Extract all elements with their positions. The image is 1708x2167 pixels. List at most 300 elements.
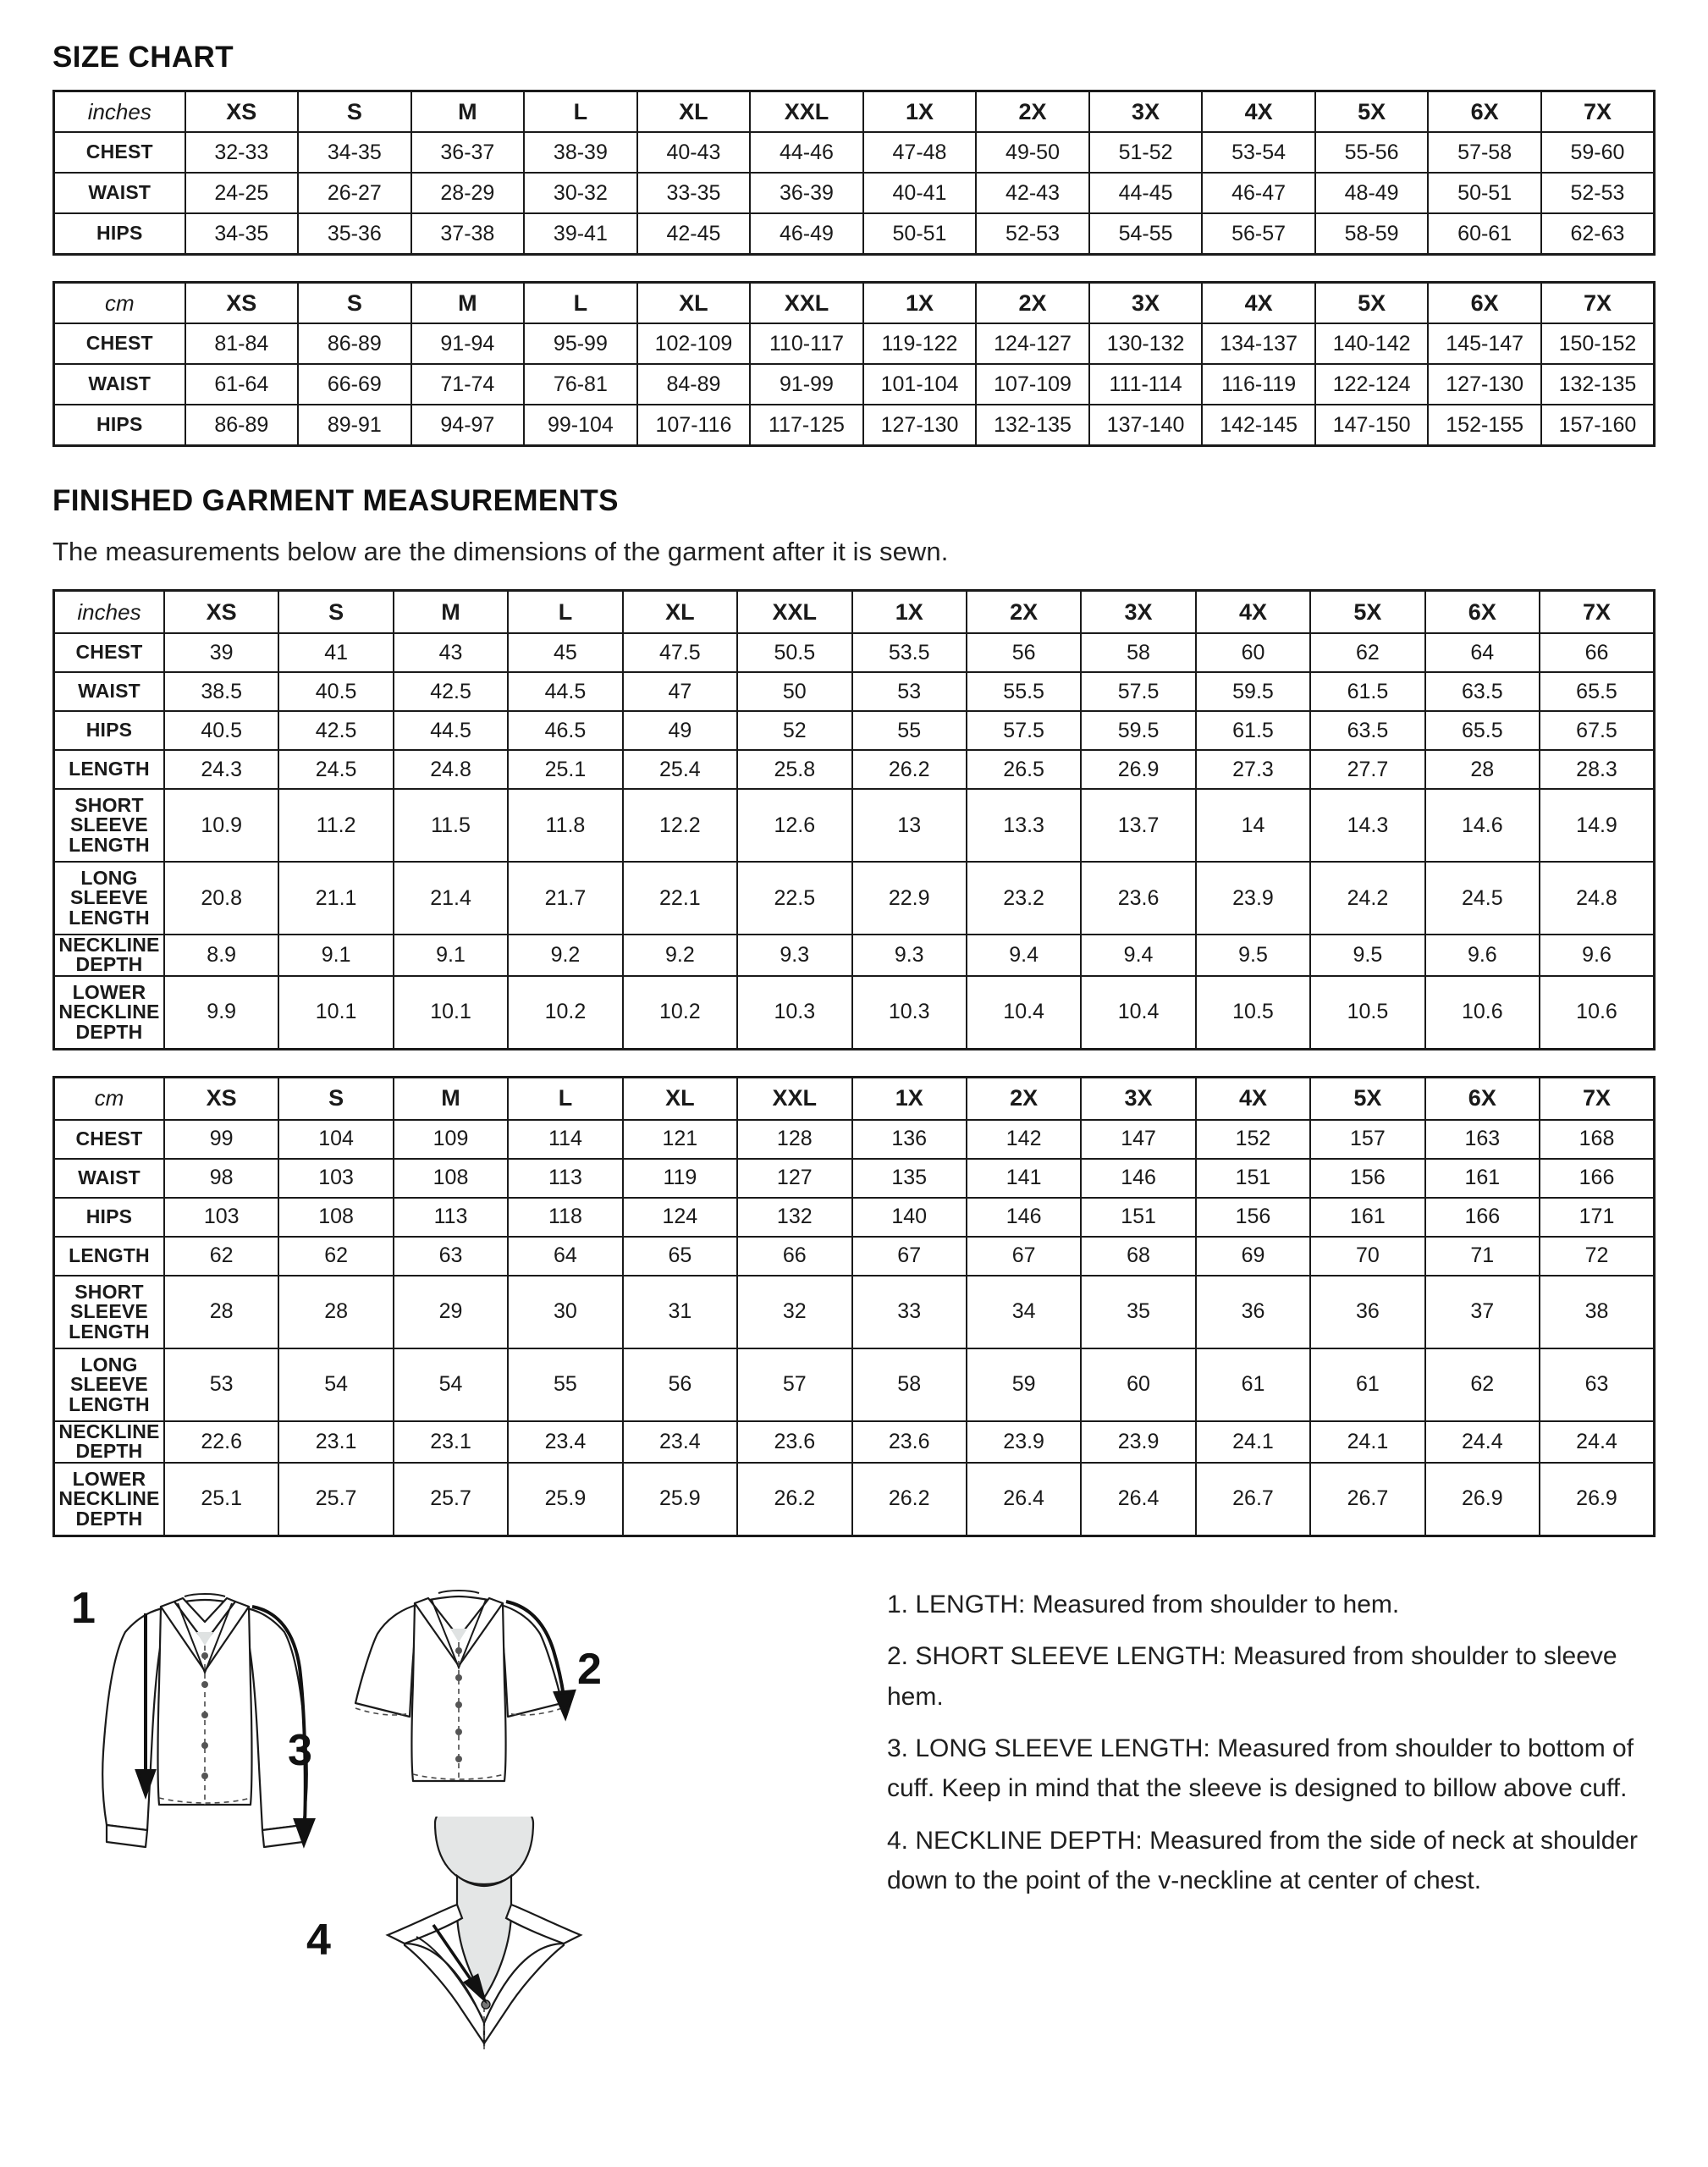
cell-neckline-depth-6x: 24.4: [1425, 1421, 1540, 1463]
size-header-xs: XS: [185, 91, 299, 133]
cell-length-xxl: 66: [737, 1237, 851, 1276]
cell-neckline-depth-5x: 9.5: [1310, 935, 1424, 976]
cell-chest-1x: 119-122: [863, 323, 977, 364]
cell-lower-neckline-depth-xs: 25.1: [164, 1463, 278, 1536]
cell-long-sleeve-length-xxl: 57: [737, 1348, 851, 1421]
row-label-chest: CHEST: [54, 132, 185, 173]
cell-waist-3x: 57.5: [1081, 672, 1195, 711]
table-header-row: [54, 1077, 1655, 1120]
cell-lower-neckline-depth-3x: 26.4: [1081, 1463, 1195, 1536]
cell-waist-l: 76-81: [524, 364, 637, 405]
cell-waist-l: 30-32: [524, 173, 637, 213]
cell-neckline-depth-xs: 22.6: [164, 1421, 278, 1463]
cell-short-sleeve-length-xl: 12.2: [623, 789, 737, 862]
cell-hips-3x: 137-140: [1089, 405, 1203, 446]
cell-waist-xs: 98: [164, 1159, 278, 1198]
cell-neckline-depth-1x: 23.6: [852, 1421, 967, 1463]
cell-long-sleeve-length-1x: 22.9: [852, 862, 967, 935]
row-label-waist: WAIST: [54, 1159, 164, 1198]
cell-waist-5x: 122-124: [1315, 364, 1429, 405]
cell-short-sleeve-length-4x: 14: [1196, 789, 1310, 862]
cell-waist-xl: 47: [623, 672, 737, 711]
table-row: [54, 405, 1655, 446]
cell-chest-m: 91-94: [411, 323, 525, 364]
cell-waist-2x: 107-109: [976, 364, 1089, 405]
cell-chest-2x: 142: [967, 1120, 1081, 1159]
row-label-lower-neckline-depth: LOWER NECKLINE DEPTH: [54, 1463, 164, 1536]
cell-hips-s: 89-91: [298, 405, 411, 446]
unit-header: inches: [54, 591, 164, 634]
cell-chest-xl: 40-43: [637, 132, 751, 173]
table-row: [54, 976, 1655, 1050]
cell-neckline-depth-1x: 9.3: [852, 935, 967, 976]
cell-length-1x: 67: [852, 1237, 967, 1276]
cell-neckline-depth-2x: 23.9: [967, 1421, 1081, 1463]
cell-lower-neckline-depth-5x: 26.7: [1310, 1463, 1424, 1536]
cell-chest-4x: 152: [1196, 1120, 1310, 1159]
size-header-3x: 3X: [1081, 1077, 1195, 1120]
cell-waist-4x: 59.5: [1196, 672, 1310, 711]
table-row: [54, 935, 1655, 976]
cell-waist-2x: 55.5: [967, 672, 1081, 711]
cell-waist-6x: 161: [1425, 1159, 1540, 1198]
cell-hips-6x: 166: [1425, 1198, 1540, 1237]
cell-chest-xs: 39: [164, 633, 278, 672]
cell-chest-2x: 49-50: [976, 132, 1089, 173]
cell-hips-2x: 146: [967, 1198, 1081, 1237]
finished-garment-title: FINISHED GARMENT MEASUREMENTS: [52, 484, 619, 517]
cell-hips-xxl: 117-125: [750, 405, 863, 446]
cell-chest-s: 86-89: [298, 323, 411, 364]
cell-neckline-depth-7x: 24.4: [1540, 1421, 1654, 1463]
neckline-detail-illustration: [357, 1817, 611, 2054]
cell-lower-neckline-depth-xxl: 26.2: [737, 1463, 851, 1536]
cell-hips-xs: 34-35: [185, 213, 299, 255]
cell-lower-neckline-depth-xxl: 10.3: [737, 976, 851, 1050]
cell-hips-xxl: 132: [737, 1198, 851, 1237]
size-header-5x: 5X: [1315, 91, 1429, 133]
cell-hips-3x: 151: [1081, 1198, 1195, 1237]
row-label-waist: WAIST: [54, 173, 185, 213]
cell-lower-neckline-depth-7x: 10.6: [1540, 976, 1654, 1050]
cell-lower-neckline-depth-5x: 10.5: [1310, 976, 1424, 1050]
cell-length-1x: 26.2: [852, 750, 967, 789]
size-header-6x: 6X: [1428, 91, 1541, 133]
cell-neckline-depth-3x: 9.4: [1081, 935, 1195, 976]
cell-chest-s: 34-35: [298, 132, 411, 173]
size-header-l: L: [524, 283, 637, 324]
size-header-xxl: XXL: [750, 283, 863, 324]
table-row: [54, 1159, 1655, 1198]
size-header-2x: 2X: [976, 91, 1089, 133]
cell-waist-4x: 116-119: [1202, 364, 1315, 405]
cell-hips-xl: 49: [623, 711, 737, 750]
cell-waist-5x: 48-49: [1315, 173, 1429, 213]
cell-short-sleeve-length-6x: 37: [1425, 1276, 1540, 1348]
cell-hips-xl: 107-116: [637, 405, 751, 446]
cell-chest-xxl: 44-46: [750, 132, 863, 173]
cell-neckline-depth-l: 23.4: [508, 1421, 622, 1463]
cell-chest-xs: 99: [164, 1120, 278, 1159]
table-row: [54, 132, 1655, 173]
cell-waist-l: 113: [508, 1159, 622, 1198]
unit-header: cm: [54, 283, 185, 324]
cell-long-sleeve-length-3x: 60: [1081, 1348, 1195, 1421]
cell-length-5x: 70: [1310, 1237, 1424, 1276]
cell-short-sleeve-length-l: 30: [508, 1276, 622, 1348]
cell-length-xl: 25.4: [623, 750, 737, 789]
cell-lower-neckline-depth-2x: 10.4: [967, 976, 1081, 1050]
table-header-row: [54, 283, 1655, 324]
cell-waist-2x: 42-43: [976, 173, 1089, 213]
cell-waist-xl: 84-89: [637, 364, 751, 405]
size-header-s: S: [298, 283, 411, 324]
cell-neckline-depth-3x: 23.9: [1081, 1421, 1195, 1463]
cell-chest-xs: 32-33: [185, 132, 299, 173]
size-header-3x: 3X: [1089, 283, 1203, 324]
cell-waist-1x: 53: [852, 672, 967, 711]
size-header-m: M: [394, 591, 508, 634]
cell-hips-m: 113: [394, 1198, 508, 1237]
cell-hips-4x: 61.5: [1196, 711, 1310, 750]
cell-neckline-depth-4x: 24.1: [1196, 1421, 1310, 1463]
finished-garment-table-inches: [52, 589, 1656, 1050]
cell-hips-1x: 55: [852, 711, 967, 750]
cell-hips-s: 35-36: [298, 213, 411, 255]
cell-short-sleeve-length-m: 11.5: [394, 789, 508, 862]
size-header-l: L: [508, 1077, 622, 1120]
cell-short-sleeve-length-4x: 36: [1196, 1276, 1310, 1348]
callout-4: 4: [306, 1915, 331, 1965]
cell-hips-m: 37-38: [411, 213, 525, 255]
cell-chest-3x: 58: [1081, 633, 1195, 672]
size-header-s: S: [298, 91, 411, 133]
size-header-4x: 4X: [1202, 91, 1315, 133]
cell-lower-neckline-depth-xl: 25.9: [623, 1463, 737, 1536]
cell-lower-neckline-depth-s: 10.1: [278, 976, 393, 1050]
size-header-xxl: XXL: [737, 1077, 851, 1120]
cell-short-sleeve-length-s: 28: [278, 1276, 393, 1348]
size-header-2x: 2X: [976, 283, 1089, 324]
size-header-xxl: XXL: [750, 91, 863, 133]
size-header-7x: 7X: [1540, 591, 1654, 634]
size-header-xl: XL: [623, 591, 737, 634]
cell-hips-6x: 65.5: [1425, 711, 1540, 750]
cell-chest-xxl: 128: [737, 1120, 851, 1159]
cell-lower-neckline-depth-2x: 26.4: [967, 1463, 1081, 1536]
cell-waist-m: 28-29: [411, 173, 525, 213]
cell-chest-3x: 130-132: [1089, 323, 1203, 364]
size-header-7x: 7X: [1540, 1077, 1654, 1120]
cell-long-sleeve-length-l: 21.7: [508, 862, 622, 935]
cell-lower-neckline-depth-l: 25.9: [508, 1463, 622, 1536]
cell-long-sleeve-length-1x: 58: [852, 1348, 967, 1421]
cell-short-sleeve-length-xs: 28: [164, 1276, 278, 1348]
cell-short-sleeve-length-l: 11.8: [508, 789, 622, 862]
table-row: [54, 213, 1655, 255]
cell-lower-neckline-depth-l: 10.2: [508, 976, 622, 1050]
cell-length-xs: 62: [164, 1237, 278, 1276]
size-header-6x: 6X: [1425, 591, 1540, 634]
cell-lower-neckline-depth-xs: 9.9: [164, 976, 278, 1050]
cell-waist-m: 42.5: [394, 672, 508, 711]
table-row: [54, 672, 1655, 711]
cell-waist-3x: 146: [1081, 1159, 1195, 1198]
size-header-m: M: [411, 283, 525, 324]
cell-hips-1x: 50-51: [863, 213, 977, 255]
size-header-5x: 5X: [1315, 283, 1429, 324]
size-header-xl: XL: [637, 283, 751, 324]
cell-waist-s: 26-27: [298, 173, 411, 213]
cell-long-sleeve-length-l: 55: [508, 1348, 622, 1421]
row-label-length: LENGTH: [54, 750, 164, 789]
cell-hips-xs: 40.5: [164, 711, 278, 750]
row-label-short-sleeve-length: SHORT SLEEVE LENGTH: [54, 789, 164, 862]
size-header-xs: XS: [164, 591, 278, 634]
cell-waist-4x: 151: [1196, 1159, 1310, 1198]
cell-waist-2x: 141: [967, 1159, 1081, 1198]
table-row: [54, 1120, 1655, 1159]
row-label-waist: WAIST: [54, 364, 185, 405]
cell-chest-2x: 124-127: [976, 323, 1089, 364]
cell-short-sleeve-length-2x: 13.3: [967, 789, 1081, 862]
cell-waist-1x: 135: [852, 1159, 967, 1198]
cell-chest-3x: 51-52: [1089, 132, 1203, 173]
cell-chest-xl: 121: [623, 1120, 737, 1159]
note-short-sleeve-length: 2. SHORT SLEEVE LENGTH: Measured from shoulder to sleeve hem.: [887, 1642, 1617, 1711]
cell-chest-m: 43: [394, 633, 508, 672]
size-header-m: M: [411, 91, 525, 133]
cell-neckline-depth-6x: 9.6: [1425, 935, 1540, 976]
cell-lower-neckline-depth-1x: 26.2: [852, 1463, 967, 1536]
size-header-m: M: [394, 1077, 508, 1120]
cell-neckline-depth-7x: 9.6: [1540, 935, 1654, 976]
measurement-notes: [865, 1563, 1656, 1913]
cell-lower-neckline-depth-4x: 26.7: [1196, 1463, 1310, 1536]
cell-waist-7x: 132-135: [1541, 364, 1655, 405]
cell-chest-6x: 57-58: [1428, 132, 1541, 173]
cell-lower-neckline-depth-6x: 10.6: [1425, 976, 1540, 1050]
size-header-7x: 7X: [1541, 91, 1655, 133]
cell-lower-neckline-depth-7x: 26.9: [1540, 1463, 1654, 1536]
cell-length-3x: 26.9: [1081, 750, 1195, 789]
size-header-xl: XL: [637, 91, 751, 133]
size-header-2x: 2X: [967, 1077, 1081, 1120]
cell-lower-neckline-depth-m: 25.7: [394, 1463, 508, 1536]
cell-length-xl: 65: [623, 1237, 737, 1276]
size-header-1x: 1X: [852, 1077, 967, 1120]
cell-waist-7x: 166: [1540, 1159, 1654, 1198]
table-row: [54, 323, 1655, 364]
garment-illustrations: [52, 1563, 865, 2062]
cell-hips-1x: 140: [852, 1198, 967, 1237]
cell-hips-s: 42.5: [278, 711, 393, 750]
cell-chest-1x: 53.5: [852, 633, 967, 672]
row-label-long-sleeve-length: LONG SLEEVE LENGTH: [54, 1348, 164, 1421]
row-label-hips: HIPS: [54, 711, 164, 750]
cell-waist-3x: 44-45: [1089, 173, 1203, 213]
cell-waist-1x: 40-41: [863, 173, 977, 213]
cell-chest-4x: 53-54: [1202, 132, 1315, 173]
cell-neckline-depth-xs: 8.9: [164, 935, 278, 976]
row-label-hips: HIPS: [54, 405, 185, 446]
cell-short-sleeve-length-7x: 14.9: [1540, 789, 1654, 862]
size-header-4x: 4X: [1196, 1077, 1310, 1120]
cell-chest-l: 114: [508, 1120, 622, 1159]
cell-waist-3x: 111-114: [1089, 364, 1203, 405]
cell-hips-xs: 103: [164, 1198, 278, 1237]
size-header-xl: XL: [623, 1077, 737, 1120]
cell-short-sleeve-length-6x: 14.6: [1425, 789, 1540, 862]
table-row: [54, 862, 1655, 935]
size-header-xs: XS: [164, 1077, 278, 1120]
cell-hips-m: 94-97: [411, 405, 525, 446]
cell-length-l: 25.1: [508, 750, 622, 789]
unit-header: cm: [54, 1077, 164, 1120]
cell-chest-l: 95-99: [524, 323, 637, 364]
cell-hips-l: 39-41: [524, 213, 637, 255]
cell-long-sleeve-length-s: 54: [278, 1348, 393, 1421]
note-neckline-depth: 4. NECKLINE DEPTH: Measured from the side of neck at shoulder down to the point of the v-neckline at center of chest.: [887, 1826, 1639, 1895]
cell-hips-xxl: 52: [737, 711, 851, 750]
cell-neckline-depth-m: 23.1: [394, 1421, 508, 1463]
cell-chest-7x: 150-152: [1541, 323, 1655, 364]
cell-neckline-depth-2x: 9.4: [967, 935, 1081, 976]
size-header-4x: 4X: [1196, 591, 1310, 634]
cell-long-sleeve-length-5x: 24.2: [1310, 862, 1424, 935]
cell-hips-7x: 62-63: [1541, 213, 1655, 255]
cell-hips-7x: 157-160: [1541, 405, 1655, 446]
cell-length-6x: 28: [1425, 750, 1540, 789]
cell-chest-xxl: 50.5: [737, 633, 851, 672]
cell-hips-5x: 63.5: [1310, 711, 1424, 750]
table-header-row: [54, 91, 1655, 133]
table-row: [54, 1463, 1655, 1536]
size-header-s: S: [278, 1077, 393, 1120]
cell-chest-l: 38-39: [524, 132, 637, 173]
cell-waist-6x: 127-130: [1428, 364, 1541, 405]
cell-chest-7x: 59-60: [1541, 132, 1655, 173]
callout-3: 3: [288, 1725, 312, 1775]
cell-chest-l: 45: [508, 633, 622, 672]
cell-chest-3x: 147: [1081, 1120, 1195, 1159]
size-header-6x: 6X: [1428, 283, 1541, 324]
cell-short-sleeve-length-xxl: 32: [737, 1276, 851, 1348]
row-label-neckline-depth: NECKLINE DEPTH: [54, 1421, 164, 1463]
cell-length-m: 63: [394, 1237, 508, 1276]
cell-length-4x: 69: [1196, 1237, 1310, 1276]
cell-short-sleeve-length-xxl: 12.6: [737, 789, 851, 862]
cell-hips-l: 118: [508, 1198, 622, 1237]
short-sleeve-blouse-illustration: [332, 1581, 586, 1810]
finished-garment-intro: The measurements below are the dimensions of the garment after it is sewn.: [52, 537, 949, 566]
cell-long-sleeve-length-6x: 24.5: [1425, 862, 1540, 935]
cell-chest-2x: 56: [967, 633, 1081, 672]
cell-chest-5x: 62: [1310, 633, 1424, 672]
cell-hips-xl: 124: [623, 1198, 737, 1237]
cell-length-2x: 26.5: [967, 750, 1081, 789]
cell-length-m: 24.8: [394, 750, 508, 789]
cell-waist-s: 40.5: [278, 672, 393, 711]
size-header-1x: 1X: [863, 91, 977, 133]
cell-chest-5x: 157: [1310, 1120, 1424, 1159]
cell-hips-2x: 52-53: [976, 213, 1089, 255]
cell-short-sleeve-length-1x: 13: [852, 789, 967, 862]
cell-lower-neckline-depth-4x: 10.5: [1196, 976, 1310, 1050]
row-label-length: LENGTH: [54, 1237, 164, 1276]
cell-hips-xl: 42-45: [637, 213, 751, 255]
cell-waist-xxl: 91-99: [750, 364, 863, 405]
cell-length-3x: 68: [1081, 1237, 1195, 1276]
cell-hips-5x: 147-150: [1315, 405, 1429, 446]
cell-hips-2x: 57.5: [967, 711, 1081, 750]
unit-header: inches: [54, 91, 185, 133]
cell-hips-4x: 156: [1196, 1198, 1310, 1237]
table-row: [54, 1198, 1655, 1237]
cell-neckline-depth-m: 9.1: [394, 935, 508, 976]
page-title: SIZE CHART: [52, 41, 234, 74]
cell-waist-xs: 61-64: [185, 364, 299, 405]
cell-lower-neckline-depth-xl: 10.2: [623, 976, 737, 1050]
size-header-l: L: [508, 591, 622, 634]
cell-length-xs: 24.3: [164, 750, 278, 789]
cell-hips-4x: 142-145: [1202, 405, 1315, 446]
cell-hips-s: 108: [278, 1198, 393, 1237]
cell-chest-7x: 66: [1540, 633, 1654, 672]
cell-chest-s: 104: [278, 1120, 393, 1159]
cell-long-sleeve-length-7x: 24.8: [1540, 862, 1654, 935]
table-row: [54, 711, 1655, 750]
size-header-1x: 1X: [863, 283, 977, 324]
cell-waist-xxl: 127: [737, 1159, 851, 1198]
cell-short-sleeve-length-5x: 14.3: [1310, 789, 1424, 862]
diagram-section: [52, 1563, 1656, 2062]
cell-lower-neckline-depth-m: 10.1: [394, 976, 508, 1050]
cell-length-7x: 28.3: [1540, 750, 1654, 789]
cell-length-5x: 27.7: [1310, 750, 1424, 789]
cell-neckline-depth-4x: 9.5: [1196, 935, 1310, 976]
cell-length-7x: 72: [1540, 1237, 1654, 1276]
row-label-hips: HIPS: [54, 1198, 164, 1237]
row-label-long-sleeve-length: LONG SLEEVE LENGTH: [54, 862, 164, 935]
cell-long-sleeve-length-4x: 61: [1196, 1348, 1310, 1421]
cell-waist-m: 71-74: [411, 364, 525, 405]
table-row: [54, 750, 1655, 789]
cell-chest-m: 109: [394, 1120, 508, 1159]
size-header-5x: 5X: [1310, 591, 1424, 634]
long-sleeve-blouse-illustration: [69, 1583, 340, 1862]
size-header-4x: 4X: [1202, 283, 1315, 324]
cell-waist-7x: 52-53: [1541, 173, 1655, 213]
cell-chest-1x: 136: [852, 1120, 967, 1159]
note-long-sleeve-length: 3. LONG SLEEVE LENGTH: Measured from shoulder to bottom of cuff. Keep in mind that the sleeve is designed to billow above cuff.: [887, 1734, 1634, 1803]
size-chart-table-cm: [52, 281, 1656, 447]
cell-chest-6x: 163: [1425, 1120, 1540, 1159]
cell-short-sleeve-length-1x: 33: [852, 1276, 967, 1348]
cell-chest-7x: 168: [1540, 1120, 1654, 1159]
cell-waist-1x: 101-104: [863, 364, 977, 405]
cell-hips-m: 44.5: [394, 711, 508, 750]
cell-long-sleeve-length-xs: 20.8: [164, 862, 278, 935]
cell-waist-xs: 24-25: [185, 173, 299, 213]
cell-neckline-depth-s: 23.1: [278, 1421, 393, 1463]
note-length: 1. LENGTH: Measured from shoulder to hem.: [887, 1590, 1400, 1618]
cell-neckline-depth-l: 9.2: [508, 935, 622, 976]
table-row: [54, 1276, 1655, 1348]
cell-hips-1x: 127-130: [863, 405, 977, 446]
cell-chest-m: 36-37: [411, 132, 525, 173]
cell-long-sleeve-length-2x: 23.2: [967, 862, 1081, 935]
